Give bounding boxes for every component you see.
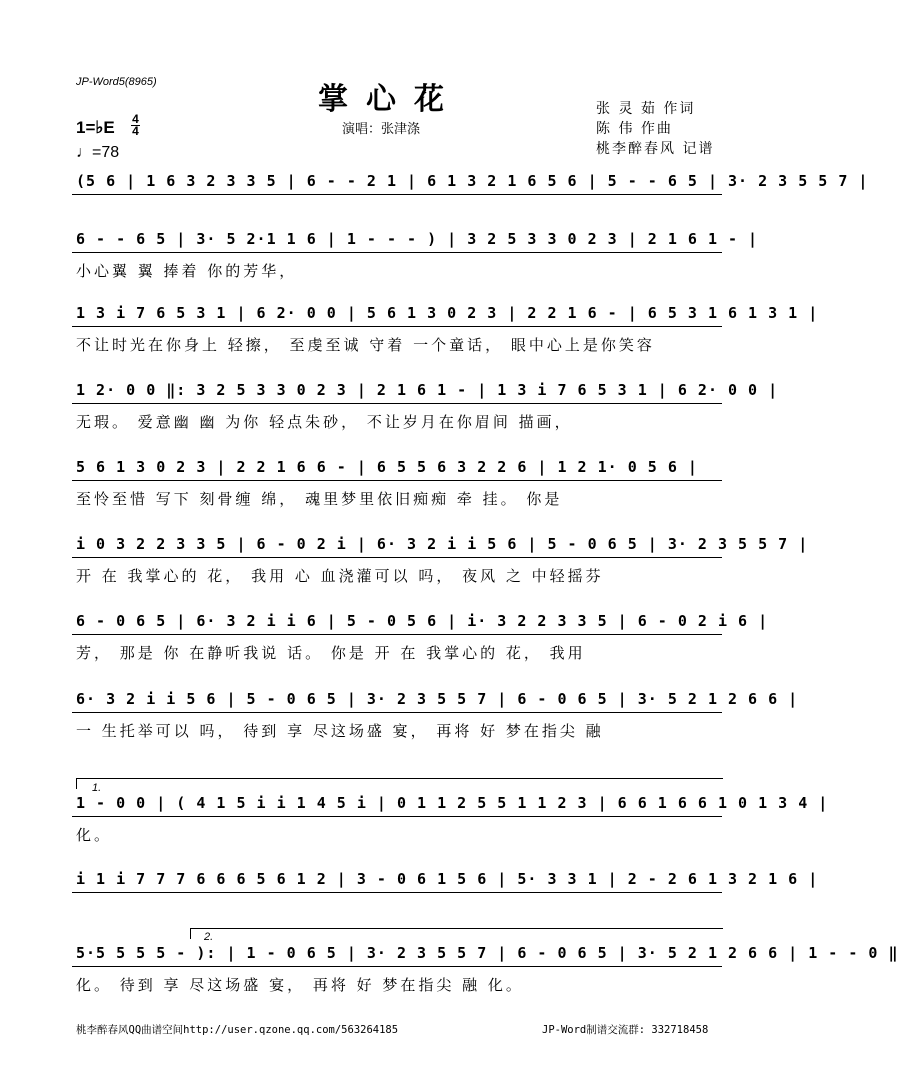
tempo-mark: [76, 144, 119, 162]
score-line-lyrics: 一 生托举可以 吗， 待到 享 尽这场盛 宴， 再将 好 梦在指尖 融: [76, 722, 604, 740]
software-label: JP-Word5(8965): [76, 76, 157, 88]
score-line-notes: i 0 3 2 2 3 3 5 | 6 - 0 2 i | 6· 3 2 i i 5 6 | 5 - 0 6 5 | 3· 2 3 5 5 7 |: [76, 535, 809, 553]
underline-beam: [72, 403, 722, 404]
score-line-notes: 5 6 1 3 0 2 3 | 2 2 1 6 6 - | 6 5 5 6 3 2 2 6 | 1 2 1· 0 5 6 |: [76, 458, 698, 476]
time-signature-bottom: 4: [132, 124, 139, 138]
key-signature: 1=♭E: [76, 118, 115, 137]
score-line-lyrics: 化。 待到 享 尽这场盛 宴， 再将 好 梦在指尖 融 化。: [76, 976, 524, 994]
score-line-lyrics: 化。: [76, 826, 113, 844]
underline-beam: [72, 194, 722, 195]
volta-2-bracket: [190, 928, 723, 939]
song-title: 掌心花: [318, 82, 462, 117]
underline-beam: [72, 712, 722, 713]
time-signature-top: 4: [132, 112, 139, 126]
underline-beam: [72, 634, 722, 635]
score-line-notes: 1 - 0 0 | ( 4 1 5 i i 1 4 5 i | 0 1 1 2 5 5 1 1 2 3 | 6 6 1 6 6 1 0 1 3 4 |: [76, 794, 829, 812]
score-line-notes: 5·5 5 5 5 - ): | 1 - 0 6 5 | 3· 2 3 5 5 7 | 6 - 0 6 5 | 3· 5 2 1 2 6 6 | 1 - - 0 ‖: [76, 944, 899, 962]
lyricist-credit: 张 灵 茹 作词: [596, 101, 696, 117]
score-line-lyrics: 至怜至惜 写下 刻骨缠 绵， 魂里梦里依旧痴痴 牵 挂。 你是: [76, 490, 563, 508]
underline-beam: [72, 892, 722, 893]
tempo-value: =78: [92, 144, 120, 161]
score-line-notes: 1 3 i 7 6 5 3 1 | 6 2· 0 0 | 5 6 1 3 0 2 3 | 2 2 1 6 - | 6 5 3 1 6 1 3 1 |: [76, 304, 819, 322]
volta-2-label: 2.: [204, 931, 214, 943]
score-line-lyrics: 开 在 我掌心的 花， 我用 心 血浇灌可以 吗， 夜风 之 中轻摇芬: [76, 567, 604, 585]
score-line-notes: 1 2· 0 0 ‖: 3 2 5 3 3 0 2 3 | 2 1 6 1 - | 1 3 i 7 6 5 3 1 | 6 2· 0 0 |: [76, 381, 779, 399]
footer-group-info: JP-Word制谱交流群: 332718458: [542, 1024, 709, 1036]
footer-qzone-link: 桃李醉春风QQ曲谱空间http://user.qzone.qq.com/563264185: [76, 1024, 399, 1036]
underline-beam: [72, 966, 722, 967]
score-line-lyrics: 不让时光在你身上 轻擦， 至虔至诚 守着 一个童话， 眼中心上是你笑容: [76, 336, 655, 354]
volta-1-label: 1.: [92, 782, 102, 794]
singer-label: 演唱：张津涤: [342, 122, 421, 137]
underline-beam: [72, 816, 722, 817]
score-line-notes: (5 6 | 1 6 3 2 3 3 5 | 6 - - 2 1 | 6 1 3 2 1 6 5 6 | 5 - - 6 5 | 3· 2 3 5 5 7 |: [76, 172, 869, 190]
volta-1-bracket: [76, 778, 723, 789]
score-line-notes: 6 - 0 6 5 | 6· 3 2 i i 6 | 5 - 0 5 6 | i· 3 2 2 3 3 5 | 6 - 0 2 i 6 |: [76, 612, 769, 630]
quarter-note-icon: ♩: [76, 144, 92, 161]
time-signature: [131, 114, 140, 137]
composer-credit: 陈 伟 作曲: [596, 121, 673, 137]
score-line-lyrics: 芳， 那是 你 在静听我说 话。 你是 开 在 我掌心的 花， 我用: [76, 644, 586, 662]
underline-beam: [72, 557, 722, 558]
underline-beam: [72, 252, 722, 253]
score-line-notes: 6 - - 6 5 | 3· 5 2·1 1 6 | 1 - - - ) | 3 2 5 3 3 0 2 3 | 2 1 6 1 - |: [76, 230, 759, 248]
score-line-notes: 6· 3 2 i i 5 6 | 5 - 0 6 5 | 3· 2 3 5 5 7 | 6 - 0 6 5 | 3· 5 2 1 2 6 6 |: [76, 690, 799, 708]
score-line-lyrics: 无瑕。 爱意幽 幽 为你 轻点朱砂， 不让岁月在你眉间 描画，: [76, 413, 573, 431]
transcriber-credit: 桃李醉春风 记谱: [596, 141, 715, 157]
score-line-notes: i 1 i 7 7 7 6 6 6 5 6 1 2 | 3 - 0 6 1 5 6 | 5· 3 3 1 | 2 - 2 6 1 3 2 1 6 |: [76, 870, 819, 888]
score-line-lyrics: 小心翼 翼 捧着 你的芳华，: [76, 262, 298, 280]
underline-beam: [72, 326, 722, 327]
underline-beam: [72, 480, 722, 481]
